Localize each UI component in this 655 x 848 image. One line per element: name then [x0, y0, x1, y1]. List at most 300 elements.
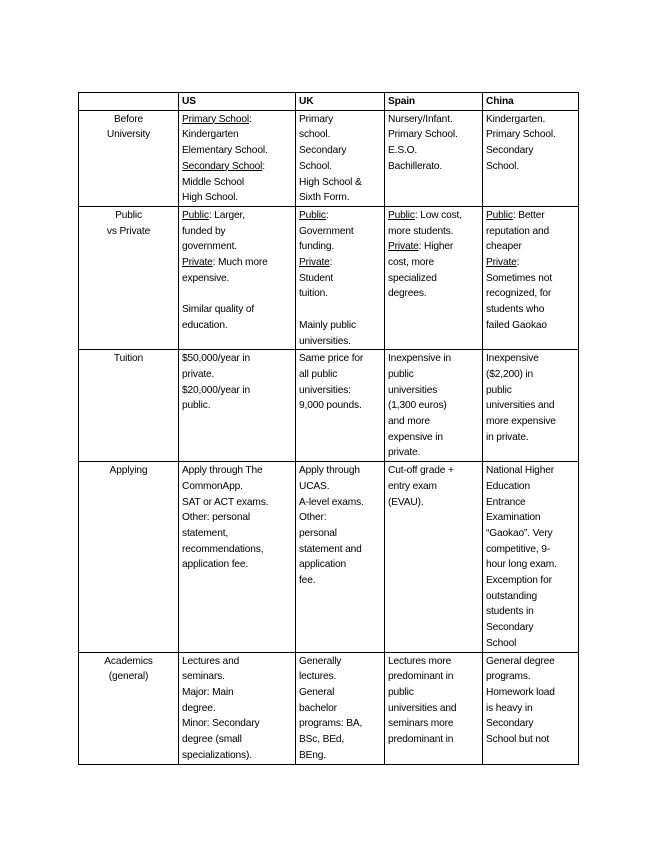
cell-uk [296, 110, 385, 206]
cell-line [486, 143, 575, 159]
cell-line [182, 510, 292, 526]
cell-us [179, 110, 296, 206]
cell-line [299, 208, 381, 224]
cell-text: students who [486, 304, 545, 316]
cell-text: Primary School. [486, 129, 556, 141]
cell-line [182, 351, 292, 367]
cell-line [486, 159, 575, 175]
cell-uk [296, 350, 385, 462]
cell-text: Sixth Form. [299, 192, 350, 204]
table-body [79, 110, 579, 764]
cell-text: personal [299, 527, 337, 539]
cell-spain [385, 350, 483, 462]
cell-text: hour long exam. [486, 559, 557, 571]
cell-line [388, 685, 479, 701]
cell-text: Cut-off grade + [388, 465, 454, 477]
cell-text: Excemption for [486, 575, 552, 587]
cell-text: Major: Main [182, 687, 234, 698]
cell-line [182, 286, 292, 302]
cell-text: programs: BA, [299, 718, 363, 730]
cell-line [486, 271, 575, 287]
cell-line [388, 255, 479, 271]
cell-line [182, 302, 292, 318]
cell-line [486, 224, 575, 240]
cell-us [179, 206, 296, 349]
cell-text: Lectures more [388, 655, 452, 667]
cell-spain [385, 462, 483, 652]
cell-text: : Larger, [208, 209, 245, 221]
cell-line [182, 143, 292, 159]
cell-text: universities and [388, 702, 457, 714]
header-cell-us: US [179, 93, 296, 111]
cell-text: funded by [182, 225, 226, 237]
cell-line [299, 526, 381, 542]
cell-line [299, 175, 381, 191]
cell-line [182, 367, 292, 383]
cell-text: entry exam [388, 480, 437, 492]
cell-line [486, 701, 575, 717]
cell-line [299, 654, 381, 670]
cell-text: tuition. [299, 288, 328, 300]
row-header-line: Applying [109, 465, 148, 477]
cell-line [299, 271, 381, 287]
cell-line [182, 526, 292, 542]
row-header-line: Tuition [113, 353, 144, 365]
cell-text: : [325, 209, 329, 221]
cell-text: Kindergarten. [486, 113, 546, 125]
cell-line [182, 479, 292, 495]
cell-text: Student [299, 272, 334, 284]
cell-uk [296, 652, 385, 764]
cell-us [179, 462, 296, 652]
cell-line [299, 224, 381, 240]
cell-spain [385, 110, 483, 206]
table-row [79, 350, 579, 462]
cell-text: seminars. [182, 671, 225, 683]
cell-text: “Gaokao”. Very [486, 527, 553, 539]
cell-line [486, 732, 575, 748]
cell-china [483, 206, 579, 349]
cell-text: : [248, 113, 252, 125]
cell-line [299, 127, 381, 143]
cell-line [299, 701, 381, 717]
table-row [79, 652, 579, 764]
cell-text: 9,000 pounds. [299, 400, 362, 412]
row-header-line: University [106, 129, 151, 141]
cell-line [388, 445, 479, 461]
cell-text: public [388, 368, 414, 380]
cell-line [486, 510, 575, 526]
cell-line [388, 495, 479, 511]
cell-text: statement and [299, 543, 362, 555]
cell-text: $50,000/year in [182, 353, 250, 365]
cell-text: School. [299, 160, 332, 172]
cell-line [182, 271, 292, 287]
cell-text: outstanding [486, 590, 538, 602]
underlined-term: Private [486, 257, 517, 269]
cell-line [299, 255, 381, 271]
cell-text: BSc, BEd, [299, 734, 345, 746]
cell-text: expensive. [182, 272, 230, 284]
cell-text: General degree [486, 655, 555, 667]
cell-line [182, 159, 292, 175]
cell-text: Middle School [182, 176, 245, 188]
header-cell-spain: Spain [385, 93, 483, 111]
cell-text: (1,300 euros) [388, 400, 447, 412]
cell-text: Same price for [299, 353, 364, 365]
cell-text: Homework load [486, 687, 555, 698]
cell-line [182, 398, 292, 414]
cell-text: : Better [512, 209, 545, 221]
cell-text: School [486, 637, 517, 649]
cell-text: more expensive [486, 416, 556, 428]
cell-text: degree. [182, 702, 216, 714]
header-cell-empty [79, 93, 179, 111]
cell-text: specialized [388, 272, 437, 284]
cell-text: Inexpensive in [388, 353, 452, 365]
cell-line [299, 112, 381, 128]
cell-text: Similar quality of [182, 304, 255, 316]
cell-line [299, 479, 381, 495]
cell-spain [385, 652, 483, 764]
cell-text: : [516, 257, 520, 269]
cell-line [388, 463, 479, 479]
cell-text: High School & [299, 176, 362, 188]
cell-line [486, 208, 575, 224]
row-header-cell [79, 350, 179, 462]
cell-line [486, 286, 575, 302]
cell-line [388, 383, 479, 399]
cell-line [486, 620, 575, 636]
underlined-term: Secondary School [182, 160, 263, 172]
cell-text: programs. [486, 671, 531, 683]
cell-text: universities: [299, 384, 351, 396]
row-header-line: vs Private [106, 225, 151, 237]
cell-line [299, 557, 381, 573]
row-header-line: Before [113, 113, 144, 125]
cell-line [299, 463, 381, 479]
cell-line [388, 112, 479, 128]
cell-line [182, 463, 292, 479]
cell-text: public. [182, 400, 211, 412]
cell-text: degree (small [182, 734, 242, 746]
underlined-term: Private [182, 257, 213, 269]
cell-text: reputation and [486, 225, 550, 237]
underlined-term: Private [388, 241, 419, 253]
cell-line [486, 479, 575, 495]
cell-line [182, 542, 292, 558]
cell-text: all public [299, 368, 338, 380]
cell-line [388, 716, 479, 732]
cell-line [182, 239, 292, 255]
cell-spain [385, 206, 483, 349]
row-header-cell [79, 110, 179, 206]
cell-text: CommonApp. [182, 480, 243, 492]
cell-text: Secondary [486, 718, 534, 730]
cell-text: Apply through [299, 465, 360, 477]
underlined-term: Public [486, 209, 513, 221]
cell-text: ($2,200) in [486, 368, 534, 380]
cell-line [299, 510, 381, 526]
cell-text: fee. [299, 575, 316, 587]
cell-text: (EVAU). [388, 496, 424, 508]
cell-line [486, 557, 575, 573]
cell-text: Other: [299, 512, 327, 524]
cell-text: Sometimes not [486, 272, 552, 284]
cell-china [483, 110, 579, 206]
comparison-table [78, 92, 579, 765]
cell-text: Lectures and [182, 655, 240, 667]
cell-line [486, 495, 575, 511]
cell-text: school. [299, 129, 331, 141]
cell-line [299, 143, 381, 159]
cell-text: universities [388, 384, 438, 396]
cell-line [299, 239, 381, 255]
cell-uk [296, 206, 385, 349]
row-header-line: (general) [108, 671, 149, 683]
cell-line [388, 414, 479, 430]
cell-line [388, 654, 479, 670]
cell-text: : Higher [418, 241, 454, 253]
cell-text: competitive, 9- [486, 543, 550, 555]
cell-text: application fee. [182, 559, 249, 571]
cell-line [299, 685, 381, 701]
cell-text: degrees. [388, 288, 427, 300]
cell-text: School. [486, 160, 519, 172]
cell-line [299, 159, 381, 175]
cell-text: Minor: Secondary [182, 718, 260, 730]
cell-line [182, 224, 292, 240]
cell-text: SAT or ACT exams. [182, 496, 269, 508]
table-row [79, 206, 579, 349]
cell-line [299, 398, 381, 414]
cell-line [388, 127, 479, 143]
cell-text: private. [388, 447, 421, 459]
cell-text: government. [182, 241, 237, 253]
cell-text: and more [388, 416, 430, 428]
cell-text: bachelor [299, 702, 337, 714]
cell-line [299, 732, 381, 748]
cell-line [299, 573, 381, 589]
cell-china [483, 652, 579, 764]
cell-line [388, 239, 479, 255]
cell-line [182, 112, 292, 128]
cell-line [299, 669, 381, 685]
cell-text: : [329, 257, 333, 269]
header-row [79, 93, 579, 111]
cell-uk [296, 462, 385, 652]
cell-text: : [262, 160, 265, 172]
cell-line [182, 732, 292, 748]
cell-line [486, 716, 575, 732]
cell-line [486, 351, 575, 367]
cell-text: Other: personal [182, 512, 250, 524]
cell-line [486, 255, 575, 271]
cell-text: Examination [486, 512, 541, 524]
cell-text: recognized, for [486, 288, 552, 300]
cell-text: Nursery/Infant. [388, 113, 453, 125]
cell-line [486, 367, 575, 383]
cell-text: : Much more [212, 257, 268, 269]
cell-line [486, 302, 575, 318]
cell-text: private. [182, 368, 215, 380]
cell-text: Primary [299, 113, 334, 125]
cell-line [388, 143, 479, 159]
cell-line [182, 190, 292, 206]
cell-text: Generally [299, 655, 342, 667]
underlined-term: Private [299, 257, 330, 269]
cell-text: A-level exams. [299, 496, 364, 508]
cell-line [299, 367, 381, 383]
cell-line [388, 430, 479, 446]
cell-line [486, 430, 575, 446]
cell-line [182, 669, 292, 685]
row-header-cell [79, 462, 179, 652]
cell-line [182, 654, 292, 670]
cell-line [486, 127, 575, 143]
row-header-line: Academics [104, 655, 153, 667]
cell-line [388, 351, 479, 367]
cell-text: statement, [182, 527, 229, 539]
header-cell-china: China [483, 93, 579, 111]
cell-text: School but not [486, 734, 550, 746]
cell-line [388, 669, 479, 685]
cell-text: Secondary [486, 145, 534, 157]
cell-line [182, 557, 292, 573]
cell-text: universities and [486, 400, 555, 412]
row-header-cell [79, 652, 179, 764]
cell-text: Primary School. [388, 129, 458, 141]
cell-text: High School. [182, 192, 238, 204]
row-header-cell [79, 206, 179, 349]
cell-text: application [299, 559, 347, 571]
cell-line [182, 255, 292, 271]
cell-text: Inexpensive [486, 353, 539, 365]
cell-text: universities. [299, 335, 351, 347]
cell-text: Government [299, 225, 354, 237]
cell-text: : Low cost, [414, 209, 462, 221]
cell-text: public [388, 687, 414, 698]
cell-line [486, 239, 575, 255]
cell-line [486, 398, 575, 414]
cell-line [299, 351, 381, 367]
cell-line [182, 318, 292, 334]
cell-us [179, 350, 296, 462]
cell-text: cheaper [486, 241, 522, 253]
cell-line [388, 159, 479, 175]
cell-china [483, 462, 579, 652]
cell-text: Apply through The [182, 465, 263, 477]
cell-line [388, 479, 479, 495]
cell-us [179, 652, 296, 764]
underlined-term: Public [182, 209, 209, 221]
cell-text: more students. [388, 225, 454, 237]
cell-line [388, 224, 479, 240]
cell-text: lectures. [299, 671, 337, 683]
cell-line [388, 701, 479, 717]
cell-line [182, 716, 292, 732]
cell-text: predominant in [388, 671, 454, 683]
cell-text: public [486, 384, 512, 396]
cell-text: Bachillerato. [388, 160, 443, 172]
cell-text: Mainly public [299, 319, 356, 331]
cell-text: National Higher [486, 465, 554, 477]
cell-text: failed Gaokao [486, 319, 547, 331]
cell-text: is heavy in [486, 702, 533, 714]
cell-line [486, 463, 575, 479]
cell-line [486, 318, 575, 334]
cell-line [299, 716, 381, 732]
cell-line [388, 398, 479, 414]
cell-line [486, 685, 575, 701]
cell-text: General [299, 687, 335, 698]
cell-text: Secondary [486, 622, 534, 634]
cell-line [388, 208, 479, 224]
cell-text: $20,000/year in [182, 384, 250, 396]
cell-line [486, 669, 575, 685]
cell-line [388, 271, 479, 287]
cell-text: Education [486, 480, 530, 492]
cell-text: specializations). [182, 749, 252, 761]
cell-line [486, 589, 575, 605]
cell-text: cost, more [388, 257, 435, 269]
table-row [79, 462, 579, 652]
cell-text: Kindergarten [182, 129, 239, 141]
cell-text: recommendations, [182, 543, 264, 555]
cell-line [299, 286, 381, 302]
cell-text: expensive in [388, 431, 443, 443]
cell-line [486, 526, 575, 542]
cell-text: Entrance [486, 496, 526, 508]
cell-line [182, 127, 292, 143]
cell-line [486, 414, 575, 430]
cell-line [486, 542, 575, 558]
cell-line [182, 495, 292, 511]
cell-china [483, 350, 579, 462]
cell-line [182, 748, 292, 764]
cell-text: Elementary School. [182, 145, 268, 157]
header-cell-uk: UK [296, 93, 385, 111]
cell-line [486, 636, 575, 652]
cell-text: UCAS. [299, 480, 330, 492]
cell-text: Secondary [299, 145, 347, 157]
cell-line [486, 112, 575, 128]
cell-text: seminars more [388, 718, 454, 730]
cell-line [388, 732, 479, 748]
cell-line [299, 383, 381, 399]
cell-line [299, 495, 381, 511]
cell-line [486, 604, 575, 620]
cell-line [299, 302, 381, 318]
cell-line [299, 334, 381, 350]
row-header-line: Public [115, 209, 142, 221]
cell-text: students in [486, 606, 534, 618]
cell-text: education. [182, 319, 228, 331]
cell-text: BEng. [299, 749, 327, 761]
cell-text: in private. [486, 431, 529, 443]
cell-line [182, 685, 292, 701]
cell-line [182, 383, 292, 399]
underlined-term: Public [388, 209, 415, 221]
cell-line [299, 748, 381, 764]
cell-line [182, 175, 292, 191]
table-row [79, 110, 579, 206]
cell-line [182, 701, 292, 717]
cell-line [486, 383, 575, 399]
cell-line [299, 542, 381, 558]
cell-text: predominant in [388, 734, 454, 746]
cell-line [299, 318, 381, 334]
